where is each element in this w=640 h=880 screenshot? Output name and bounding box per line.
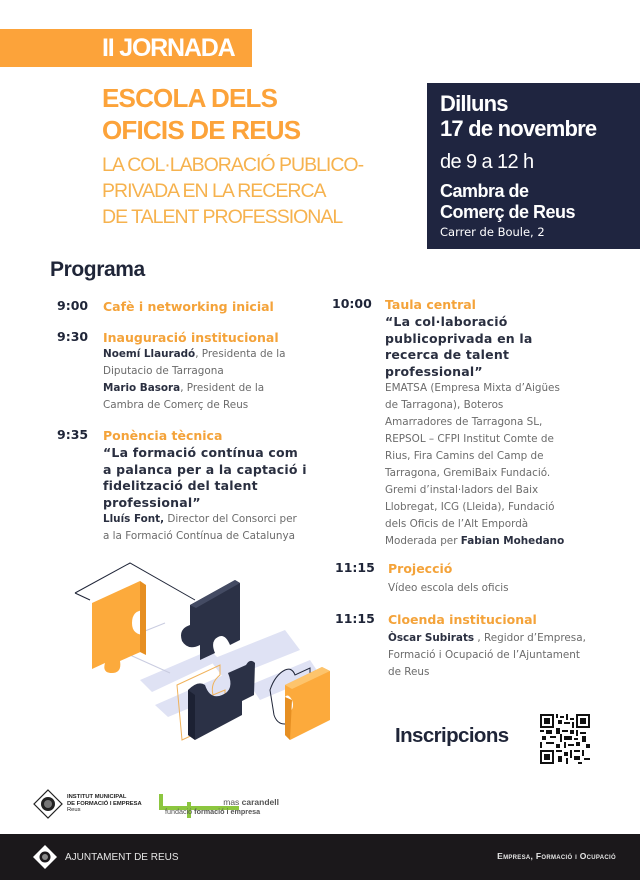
programa-title: Programa [50,258,145,281]
schedule-heading: Cafè i networking inicial [103,299,274,314]
imfe-logo [33,788,142,820]
quote-line: “La formació contínua com [103,445,299,460]
speaker [388,630,618,681]
quote-line: fidelització del talent [103,478,258,493]
moderator [385,533,600,550]
footer [0,834,640,880]
event-address: Carrer de Boule, 2 [440,225,545,239]
edition-banner [0,29,252,67]
ajuntament-name: AJUNTAMENT DE REUS [65,851,179,863]
moderator-name: Fabian Mohedano [460,535,565,547]
schedule-heading: Cloenda institucional [388,612,537,627]
title-line: OFICIS DE REUS [102,115,301,145]
participants-line: EMATSA (Empresa Mixta d’Aigües [385,382,560,394]
schedule-heading: Ponència tècnica [103,428,223,443]
schedule-heading: Taula central [385,297,476,312]
schedule-description: Vídeo escola dels oficis [388,582,509,594]
logo-word: mas [223,797,242,807]
speaker-name: Lluís Font, [103,513,165,525]
ajuntament-emblem-icon [33,845,57,869]
participants-line: Rius, Fira Camins del Camp de [385,450,544,462]
participants-line: Tarragona, GremiBaix Fundació. [385,467,551,479]
venue-line: Cambra de [440,181,529,201]
puzzle-illustration [60,555,350,760]
schedule-time: 9:30 [57,329,89,344]
subtitle-line: LA COL·LABORACIÓ PUBLICO- [102,154,364,176]
registration-label: Inscripcions [395,724,509,747]
speaker-name: Òscar Subirats [388,632,475,644]
schedule-time: 11:15 [335,611,375,626]
quote-line: professional” [385,363,483,379]
schedule-heading: Inauguració institucional [103,330,279,345]
participants-line: de Tarragona), Boteros [385,399,504,411]
logo-word: fundació [165,807,195,816]
schedule-time: 9:00 [57,298,89,313]
speaker-name: Mario Basora [103,382,181,394]
talk-title [385,314,600,380]
subtitle-line: DE TALENT PROFESSIONAL [102,206,343,228]
logo-word: formació i empresa [194,807,261,816]
speaker-role: , Presidenta de la [195,348,286,360]
participants-line: Gremi d’instal·ladors del Baix [385,484,539,496]
schedule-time: 10:00 [332,296,372,311]
event-time: de 9 a 12 h [440,151,534,173]
participants-line: REPSOL – CFPI Institut Comte de [385,433,554,445]
speaker-role: , President de la [180,382,265,394]
event-venue [440,181,640,223]
speaker [103,346,313,380]
logo-word: carandell [241,797,279,807]
participants-line: dels Oficis de l’Alt Empordà [385,518,529,530]
speaker-role: Director del Consorci per [164,513,297,525]
logo-line: Reus [67,807,81,814]
subtitle-line: PRIVADA EN LA RECERCA [102,180,326,202]
speaker-role: Formació i Ocupació de l’Ajuntament [388,649,580,661]
talk-title [103,445,323,511]
quote-line: recerca de talent [385,347,510,362]
mas-carandell-name [223,797,279,807]
event-info-box [427,83,640,249]
schedule-time: 9:35 [57,427,89,442]
event-title [102,82,300,146]
participants-line: Amarradores de Tarragona SL, [385,416,543,428]
speaker-name: Noemí Llauradó [103,348,196,360]
quote-line: professional” [103,494,201,510]
speaker [103,380,313,414]
logo-line: INSTITUT MUNICIPAL [67,794,127,801]
department-name: Empresa, Formació i Ocupació [497,851,616,861]
mas-carandell-logo [157,794,287,820]
title-line: ESCOLA DELS [102,83,278,113]
quote-line: publicoprivada en la [385,330,533,346]
imfe-emblem-icon [33,789,63,819]
moderator-prefix: Moderada per [385,535,461,547]
imfe-text [67,794,142,814]
ajuntament-logo [33,845,179,869]
quote-line: a palanca per a la captació i [103,461,307,477]
speaker-role: de Reus [388,666,430,678]
speaker-role: Diputacio de Tarragona [103,365,224,377]
speaker-role: , Regidor d’Empresa, [474,632,586,644]
participants [385,380,600,550]
quote-line: “La col·laboració [385,314,508,329]
speaker-role: a la Formació Contínua de Catalunya [103,530,295,542]
logo-line: DE FORMACIÓ I EMPRESA [67,800,142,807]
schedule-heading: Projecció [388,561,453,576]
mas-carandell-tagline [165,807,260,816]
event-date: 17 de novembre [440,116,597,141]
qr-code-icon[interactable] [540,714,590,764]
event-subtitle [102,152,363,230]
venue-line: Comerç de Reus [440,202,576,222]
speaker-role: Cambra de Comerç de Reus [103,399,249,411]
participants-line: Llobregat, ICG (Lleida), Fundació [385,501,555,513]
speaker [103,511,323,545]
edition-label: II JORNADA [102,34,235,62]
schedule-time: 11:15 [335,560,375,575]
event-day: Dilluns [440,91,508,116]
